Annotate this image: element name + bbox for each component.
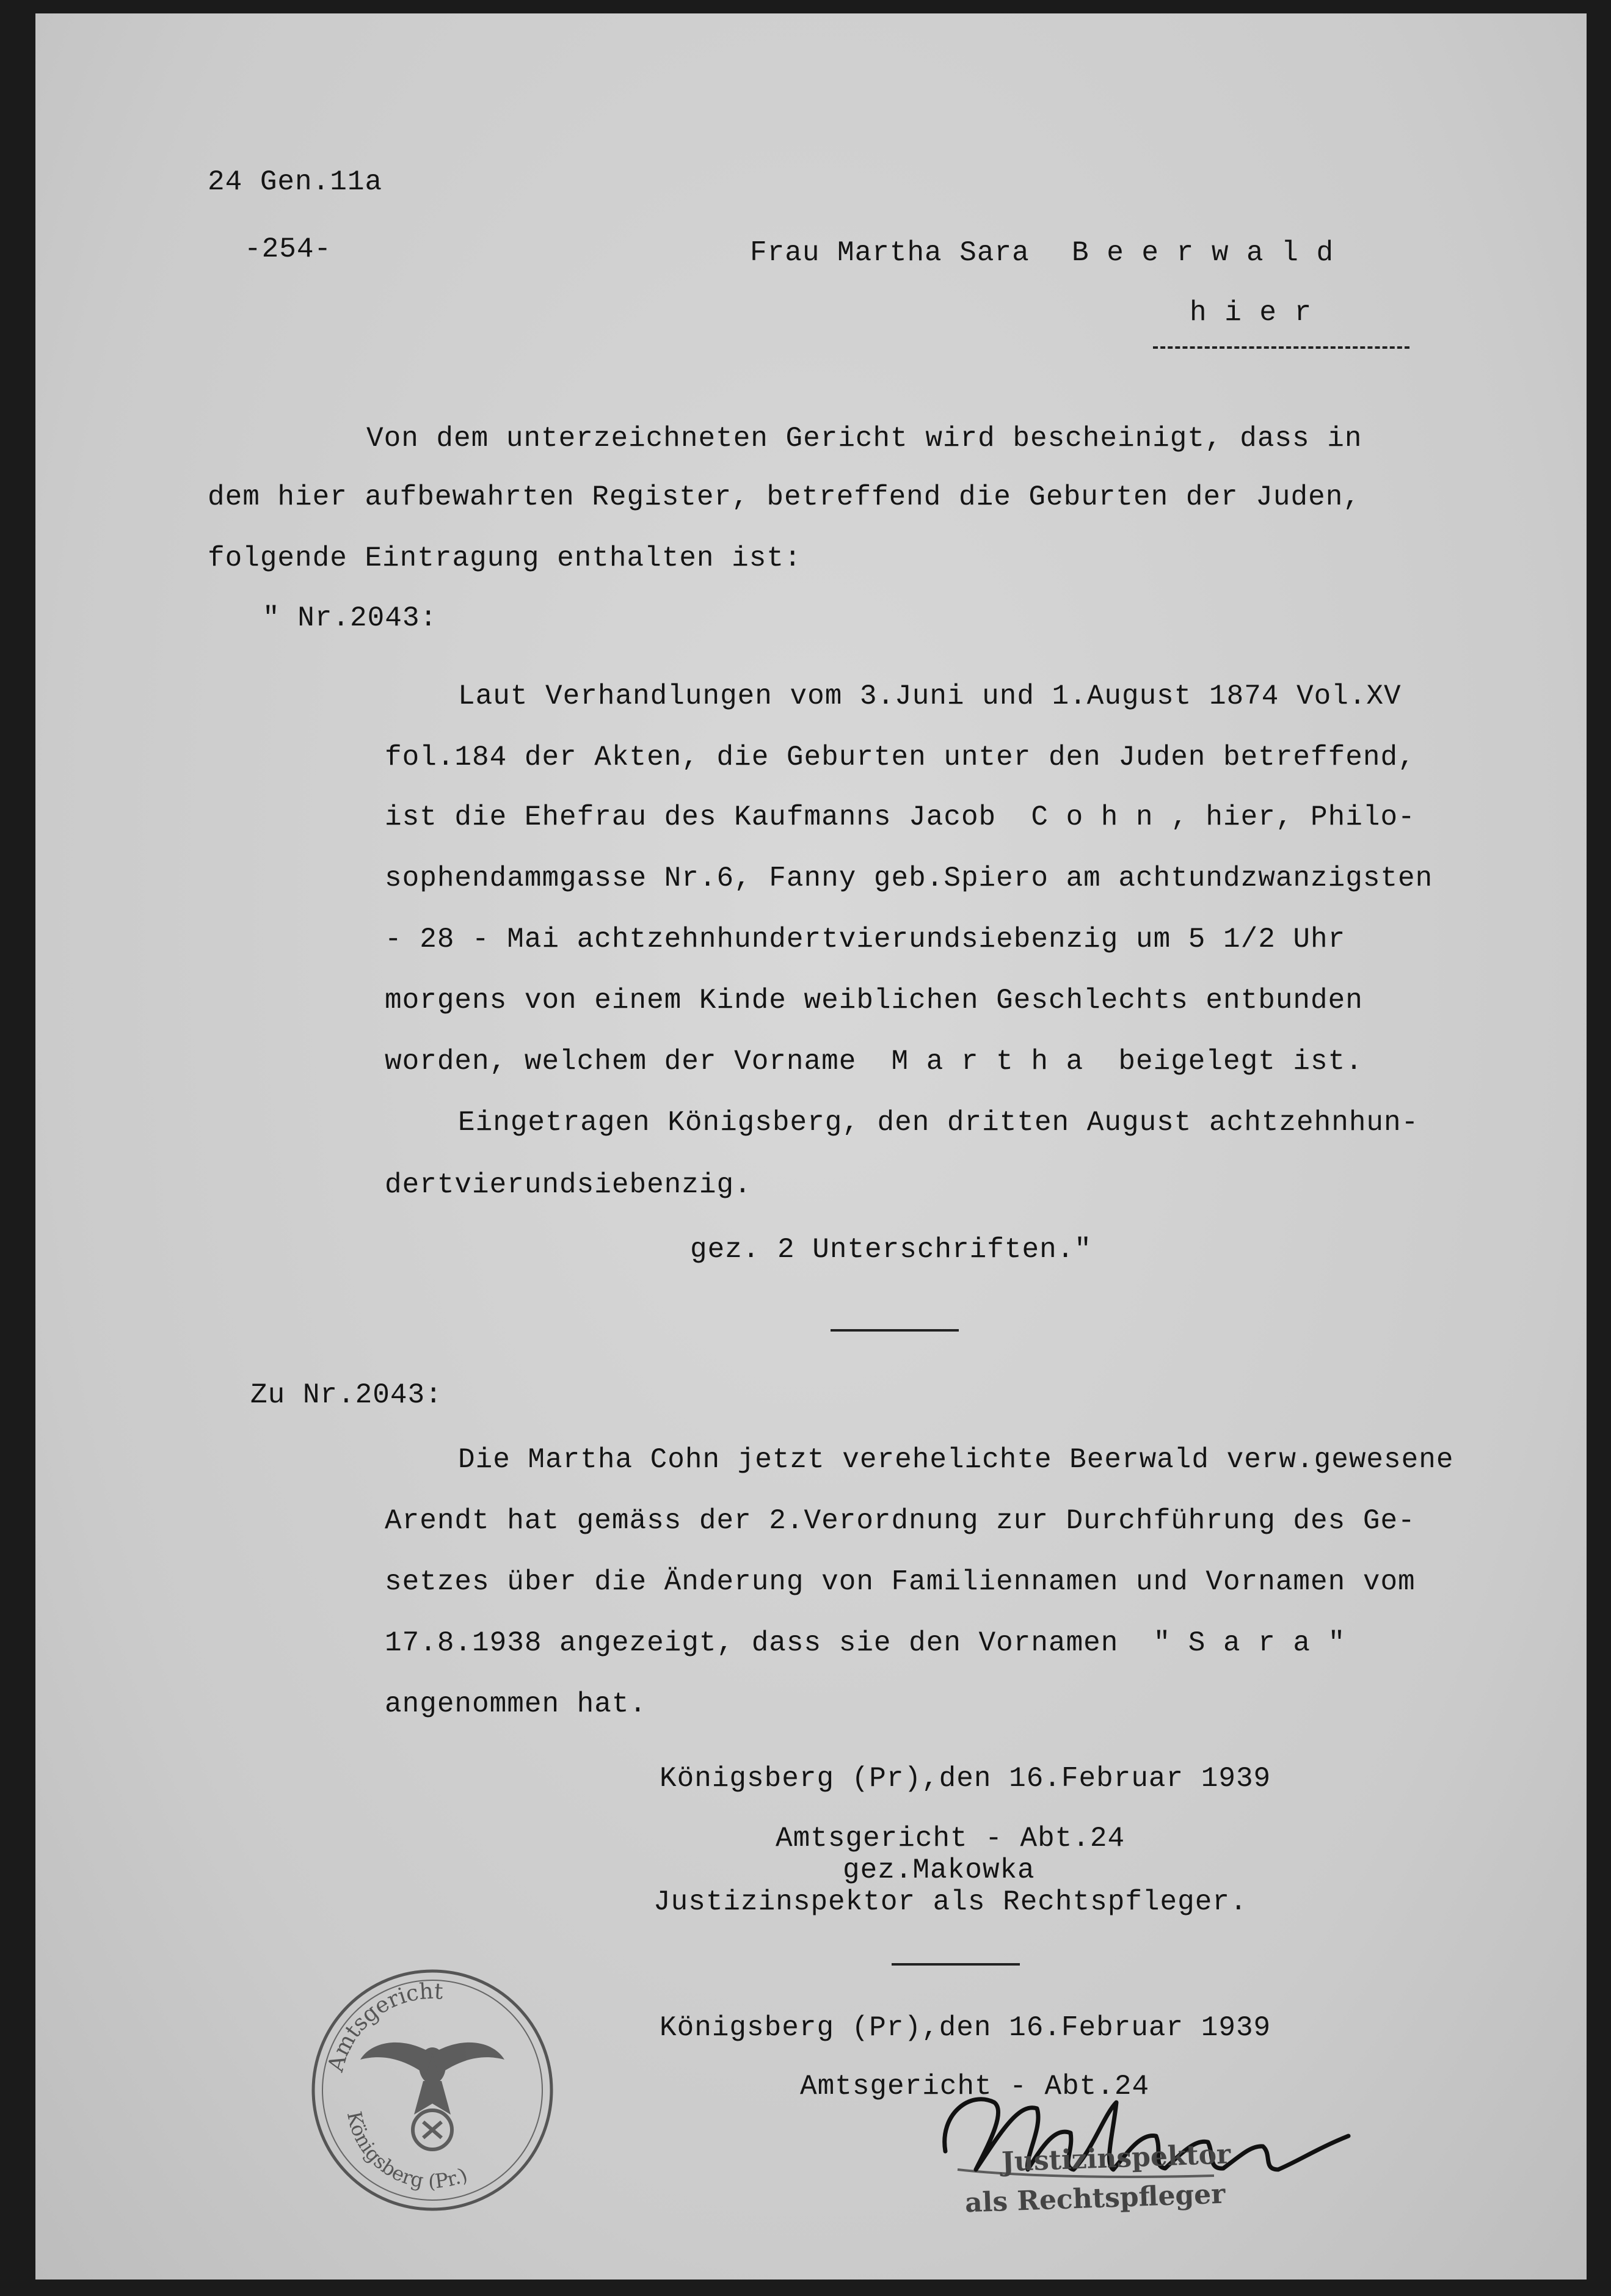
place-date-1: Königsberg (Pr),den 16.Februar 1939 <box>660 1763 1271 1795</box>
recipient-name: Frau Martha Sara <box>750 237 1030 269</box>
court-2: Amtsgericht - Abt.24 <box>800 2071 1150 2102</box>
section-divider-1 <box>831 1329 959 1332</box>
entry-line-6: morgens von einem Kinde weiblichen Geschlechts entbunden <box>385 985 1363 1016</box>
court-1: Amtsgericht - Abt.24 <box>776 1823 1126 1854</box>
document-page <box>35 13 1587 2280</box>
entry-line-2: fol.184 der Akten, die Geburten unter den Juden betreffend, <box>385 742 1416 773</box>
official-seal <box>304 1962 561 2218</box>
recipient-underline <box>1153 346 1409 349</box>
entry-line-7: worden, welchem der Vorname M a r t h a beigelegt ist. <box>385 1046 1363 1077</box>
place-date-2: Königsberg (Pr),den 16.Februar 1939 <box>660 2012 1271 2044</box>
seal-text: Amtsgericht <box>323 1978 444 2075</box>
intro-line-3: folgende Eintragung enthalten ist: <box>208 542 802 574</box>
svg-text:Königsberg (Pr.): Königsberg (Pr.) <box>342 2109 471 2193</box>
addendum-number: Zu Nr.2043: <box>250 1379 443 1411</box>
file-reference: 24 Gen.11a <box>208 166 383 198</box>
intro-line-2: dem hier aufbewahrten Register, betreffend die Geburten der Juden, <box>208 481 1361 513</box>
entry-signatures: gez. 2 Unterschriften." <box>690 1234 1092 1266</box>
entry-line-3: ist die Ehefrau des Kaufmanns Jacob C o h n , hier, Philo- <box>385 801 1416 833</box>
document-number: -254- <box>244 233 332 265</box>
signed-by-1: gez.Makowka <box>843 1854 1035 1886</box>
entry-line-5: - 28 - Mai achtzehnhundertvierundsiebenzig um 5 1/2 Uhr <box>385 924 1346 955</box>
recipient-place: h i e r <box>1190 297 1312 329</box>
entry-line-9: dertvierundsiebenzig. <box>385 1169 752 1201</box>
addendum-line-2: Arendt hat gemäss der 2.Verordnung zur Durchführung des Ge- <box>385 1505 1416 1537</box>
addendum-line-3: setzes über die Änderung von Familiennamen und Vornamen vom <box>385 1566 1416 1598</box>
stamp-line-2: als Rechtspfleger <box>964 2178 1226 2219</box>
entry-line-4: sophendammgasse Nr.6, Fanny geb.Spiero am achtundzwanzigsten <box>385 862 1433 894</box>
intro-line-1: Von dem unterzeichneten Gericht wird bescheinigt, dass in <box>366 423 1362 454</box>
section-divider-2 <box>892 1963 1020 1966</box>
addendum-line-1: Die Martha Cohn jetzt verehelichte Beerwald verw.gewesene <box>458 1444 1454 1476</box>
addendum-line-5: angenommen hat. <box>385 1688 647 1720</box>
entry-line-1: Laut Verhandlungen vom 3.Juni und 1.August 1874 Vol.XV <box>458 680 1402 712</box>
addendum-line-4: 17.8.1938 angezeigt, dass sie den Vornamen " S a r a " <box>385 1627 1346 1659</box>
stamp-line-1: Justizinspektor <box>1001 2138 1231 2178</box>
entry-line-8: Eingetragen Königsberg, den dritten August achtzehnhun- <box>458 1107 1419 1139</box>
recipient-surname: B e e r w a l d <box>1072 237 1334 269</box>
official-title-1: Justizinspektor als Rechtspfleger. <box>653 1886 1248 1918</box>
entry-number: " Nr.2043: <box>263 602 438 634</box>
